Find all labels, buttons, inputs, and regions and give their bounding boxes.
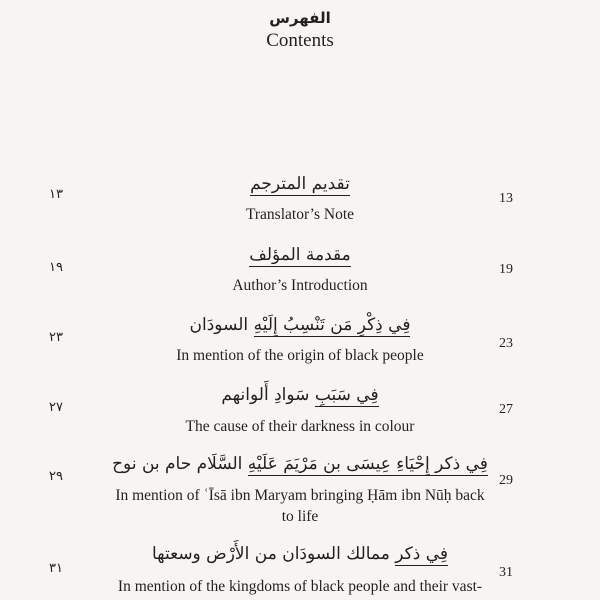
entry-heading-arabic	[100, 172, 500, 196]
page-number-arabic: ١٩	[49, 260, 63, 275]
page-number-arabic: ٢٩	[49, 469, 63, 484]
entry-heading-arabic-underlined: مقدمة المؤلف	[249, 245, 351, 265]
entry-heading-english: Translator’s Note	[245, 206, 355, 223]
entry-heading-arabic	[100, 542, 500, 566]
page-title-arabic: الفهرس	[269, 9, 331, 27]
entry-heading-arabic	[100, 452, 500, 476]
entry-heading-arabic-underlined: فِي ذِكْرِ مَن تَنْسِبُ إِلَيْهِ	[253, 315, 411, 335]
page-number-arabic: ٣١	[49, 561, 63, 576]
entry-heading-arabic	[100, 313, 500, 337]
page-number-english: 19	[499, 262, 513, 277]
entry-heading-arabic-underlined: تقديم المترجم	[250, 174, 350, 194]
entry-heading-arabic-rest: السَّلَام حام بن نوح	[112, 454, 248, 474]
page-number-english: 27	[499, 402, 513, 417]
entry-heading-english: In mention of the kingdoms of black people and their vast-	[117, 578, 483, 595]
entry-heading-arabic	[100, 243, 500, 267]
entry-heading-english: In mention of ʿĪsā ibn Maryam bringing Ḥām ibn Nūḥ back to life	[115, 487, 485, 525]
entry-heading-arabic-rest: سَوادِ أَلوانهم	[221, 385, 315, 405]
entry-heading-english: Author’s Introduction	[232, 277, 368, 294]
entry-heading-english: In mention of the origin of black people	[176, 347, 424, 364]
entry-heading-arabic-underlined: فِي ذكر إِحْيَاءِ عِيسَى بن مَرْيَمَ عَلَيْهِ	[247, 454, 488, 474]
entry-heading-english: The cause of their darkness in colour	[185, 418, 415, 435]
page-number-english: 23	[499, 336, 513, 351]
page-number-english: 29	[499, 473, 513, 488]
entry-heading-arabic	[100, 383, 500, 407]
entry-heading-arabic-rest: السودَان	[189, 315, 254, 335]
page-number-arabic: ٢٣	[49, 330, 63, 345]
entry-heading-arabic-underlined: فِي ذكر	[395, 544, 449, 564]
page-number-arabic: ٢٧	[49, 400, 63, 415]
page-header	[0, 8, 600, 52]
page-number-arabic: ١٣	[49, 187, 63, 202]
page-number-english: 13	[499, 191, 513, 206]
entry-heading-arabic-rest: ممالك السودَان من الأَرْض وسعتها	[151, 544, 396, 564]
entry-heading-arabic-underlined: فِي سَبَبِ	[314, 385, 379, 405]
page-title-english: Contents	[266, 30, 334, 51]
page-number-english: 31	[499, 565, 513, 580]
